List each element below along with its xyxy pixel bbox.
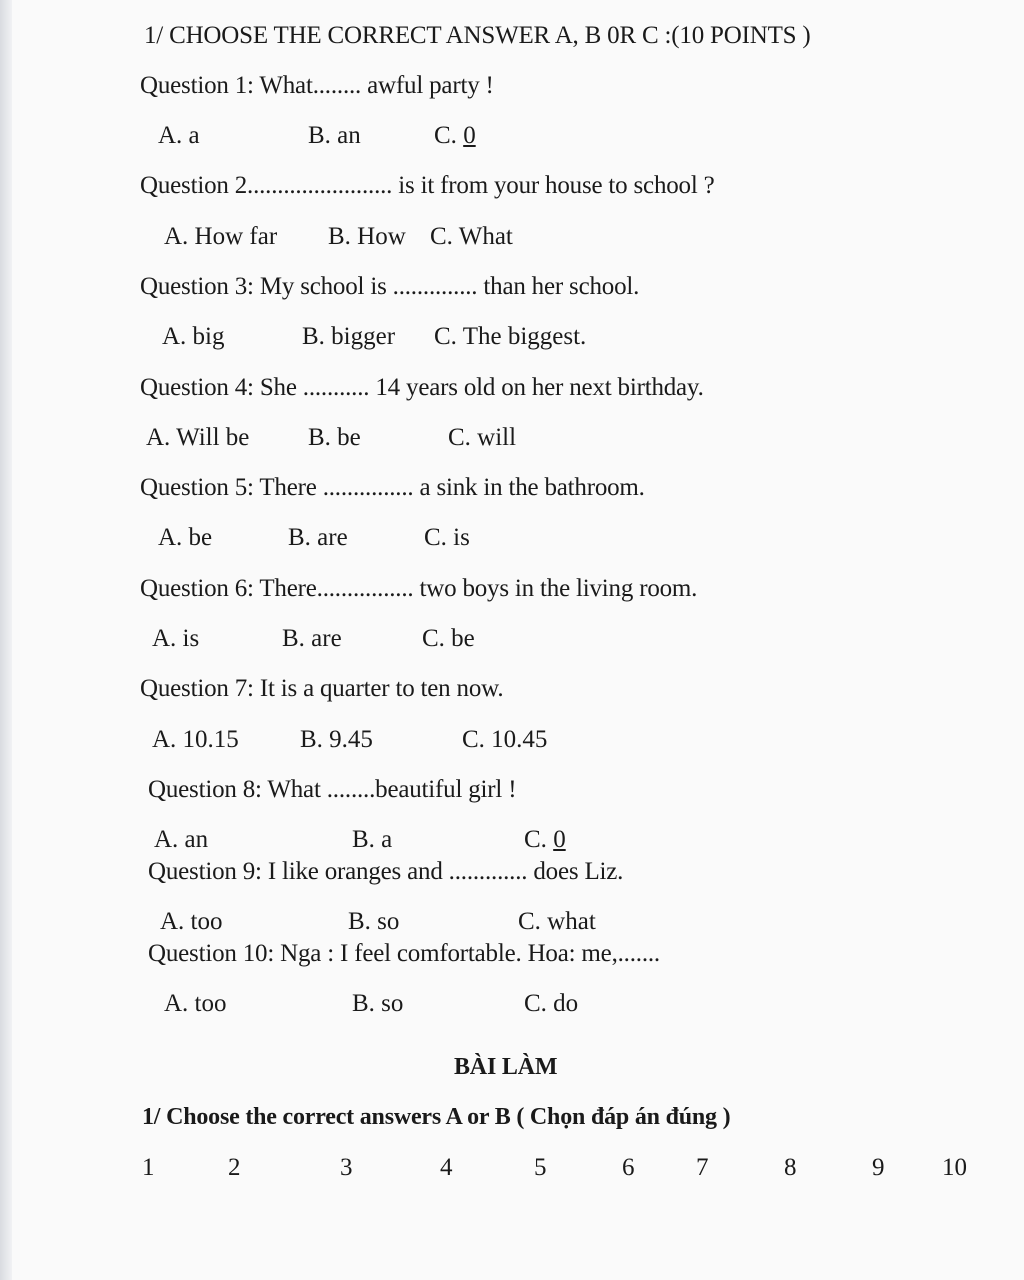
question-3-option-a: A. big	[162, 323, 225, 350]
answer-number-9: 9	[872, 1154, 885, 1181]
question-5-option-b: B. are	[288, 524, 348, 551]
answer-number-8: 8	[784, 1154, 797, 1181]
question-7-option-a: A. 10.15	[152, 726, 239, 753]
question-5-text: Question 5: There ............... a sink in the bathroom.	[140, 474, 645, 501]
question-1-text: Question 1: What........ awful party !	[140, 72, 494, 99]
question-8-option-c-prefix: C.	[524, 826, 554, 853]
question-4-option-a: A. Will be	[146, 424, 250, 451]
question-6-option-a: A. is	[152, 625, 200, 652]
question-1-option-c	[434, 122, 476, 150]
question-4-option-c: C. will	[448, 424, 517, 451]
page-edge	[0, 0, 12, 1280]
answer-number-5: 5	[534, 1154, 547, 1181]
question-4-text: Question 4: She ........... 14 years old on her next birthday.	[140, 374, 704, 401]
answer-instruction: 1/ Choose the correct answers A or B ( Chọn đáp án đúng )	[142, 1104, 731, 1130]
question-5-option-a: A. be	[158, 524, 213, 551]
answer-number-10: 10	[942, 1154, 967, 1181]
answer-number-2: 2	[228, 1154, 241, 1181]
question-2-option-c: C. What	[430, 223, 513, 250]
question-2-option-b: B. How	[328, 223, 406, 250]
question-10-option-b: B. so	[352, 990, 404, 1017]
answer-number-1: 1	[142, 1154, 155, 1181]
question-9-text: Question 9: I like oranges and ............. does Liz.	[148, 858, 624, 885]
question-9-option-c: C. what	[518, 908, 596, 935]
question-8-option-a: A. an	[154, 826, 209, 853]
question-3-option-b: B. bigger	[302, 323, 396, 350]
question-3-option-c: C. The biggest.	[434, 323, 587, 350]
question-7-option-c: C. 10.45	[462, 726, 548, 753]
question-10-option-c: C. do	[524, 990, 579, 1017]
question-6-text: Question 6: There................ two boys in the living room.	[140, 575, 698, 602]
question-6-option-b: B. are	[282, 625, 342, 652]
answer-number-3: 3	[340, 1154, 353, 1181]
answer-section-title: BÀI LÀM	[454, 1054, 558, 1080]
question-1-option-c-prefix: C.	[434, 122, 464, 149]
question-1-option-c-value: 0	[463, 122, 476, 149]
question-6-option-c: C. be	[422, 625, 475, 652]
question-2-text: Question 2........................ is it from your house to school ?	[140, 172, 715, 199]
question-8-option-c	[524, 826, 566, 854]
answer-number-6: 6	[622, 1154, 635, 1181]
question-9-option-a: A. too	[160, 908, 223, 935]
question-8-option-b: B. a	[352, 826, 393, 853]
question-8-text: Question 8: What ........beautiful girl !	[148, 776, 517, 803]
question-4-option-b: B. be	[308, 424, 361, 451]
question-7-option-b: B. 9.45	[300, 726, 373, 753]
answer-number-7: 7	[696, 1154, 709, 1181]
section-heading: 1/ CHOOSE THE CORRECT ANSWER A, B 0R C :(10 POINTS )	[144, 22, 811, 49]
question-1-option-b: B. an	[308, 122, 361, 149]
question-9-option-b: B. so	[348, 908, 400, 935]
question-1-option-a: A. a	[158, 122, 200, 149]
question-10-option-a: A. too	[164, 990, 227, 1017]
question-10-text: Question 10: Nga : I feel comfortable. Hoa: me,.......	[148, 940, 660, 967]
question-2-option-a: A. How far	[164, 223, 278, 250]
question-3-text: Question 3: My school is .............. than her school.	[140, 273, 640, 300]
question-5-option-c: C. is	[424, 524, 470, 551]
question-8-option-c-value: 0	[553, 826, 566, 853]
answer-number-4: 4	[440, 1154, 453, 1181]
question-7-text: Question 7: It is a quarter to ten now.	[140, 675, 504, 702]
